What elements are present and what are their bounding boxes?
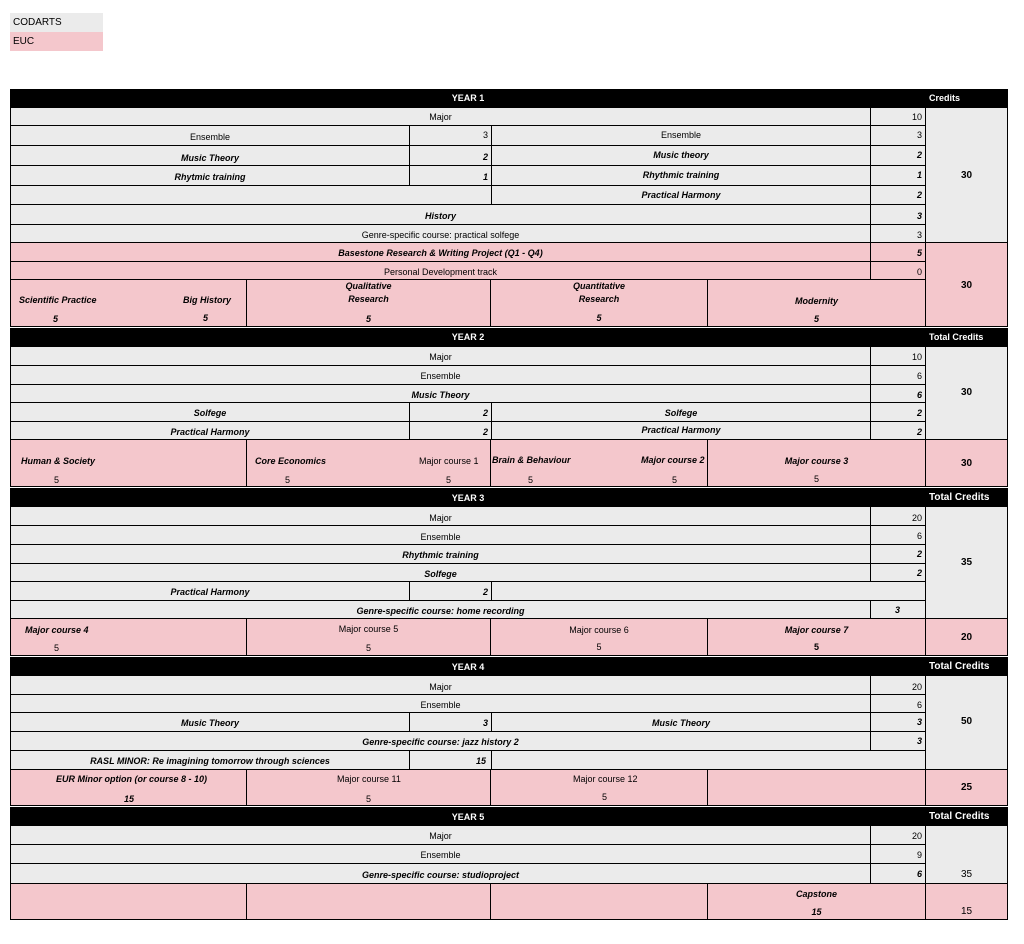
y1-basestone-credit-val: 5 (916, 248, 922, 258)
y4-eur-label: EUR Minor option (or course 8 - 10) (56, 774, 208, 784)
y1-course-quant (490, 279, 708, 327)
y3-harmony-credit (409, 581, 492, 601)
y2-harmony-label: Practical Harmony (170, 427, 250, 437)
y1-codarts-total (925, 107, 1008, 243)
y1-ensemble-credit-val: 3 (482, 130, 488, 140)
y3-genre-credit-val: 3 (895, 605, 901, 615)
y5-genre-credit (870, 863, 926, 884)
y5-ensemble-credit (870, 844, 926, 864)
y4-course-major12 (490, 769, 708, 806)
y1-ensemble (10, 125, 410, 146)
y3-euc-total-val: 20 (960, 632, 973, 643)
y4-major12-credit: 5 (602, 792, 608, 802)
y2-course-econ (246, 439, 491, 487)
year1-title: YEAR 1 (451, 93, 485, 103)
y5-codarts-total-val: 35 (960, 869, 973, 880)
y4-course-major11 (246, 769, 491, 806)
y4-theory-credit-val: 3 (482, 718, 488, 728)
y3-major-credit-val: 20 (911, 513, 922, 523)
y3-solfege-label: Solfege (424, 569, 457, 579)
y1-rhythm-r (491, 165, 871, 186)
year3-credits-header (925, 488, 1008, 507)
y1-theory-label: Music Theory (180, 153, 239, 163)
y3-major4-label: Major course 4 (25, 625, 89, 635)
y1-genre-label: Genre-specific course: practical solfege (361, 230, 520, 240)
year2-header (10, 328, 926, 346)
y1-ensemble-r-label: Ensemble (660, 130, 702, 140)
year1-header (10, 89, 926, 107)
y2-solfege-r-credit (870, 402, 926, 422)
y3-major6-credit: 5 (596, 642, 602, 652)
y3-course-major4 (10, 618, 247, 656)
year1-credits-label: Credits (929, 93, 961, 103)
y1-harmony-l (10, 185, 492, 205)
y5-course-empty-3 (490, 883, 708, 920)
y4-theory-r-credit (870, 712, 926, 732)
y1-genre-credit (870, 224, 926, 243)
y1-ensemble-credit (409, 125, 492, 146)
y3-codarts-total (925, 506, 1008, 619)
y3-major-credit (870, 506, 926, 526)
y4-rasl (10, 750, 410, 770)
y2-econ-label: Core Economics (255, 456, 327, 466)
legend-euc: EUC (10, 32, 103, 51)
y1-qual-label-2: Research (348, 294, 389, 304)
y1-codarts-total-val: 30 (960, 170, 973, 181)
y2-theory-label: Music Theory (411, 390, 470, 400)
y4-theory-r (491, 712, 871, 732)
y5-genre-label: Genre-specific course: studioproject (361, 870, 520, 880)
y1-quant-label-2: Research (578, 294, 620, 304)
y2-ensemble-credit (870, 365, 926, 385)
y1-quant-label-1: Quantitative (572, 281, 625, 291)
y1-harmony-r-credit (870, 185, 926, 205)
y4-rasl-r-empty (491, 750, 926, 770)
y4-rasl-label: RASL MINOR: Re imagining tomorrow through sciences (90, 756, 330, 766)
y2-major (10, 346, 871, 366)
y4-theory-r-label: Music Theory (651, 718, 710, 728)
y2-major-credit (870, 346, 926, 366)
y3-solfege (10, 563, 871, 582)
y4-major11-label: Major course 11 (337, 774, 401, 784)
y3-major-label: Major (429, 513, 452, 523)
y4-euc-total-val: 25 (960, 782, 973, 793)
y1-basestone-label: Basestone Research & Writing Project (Q1 - Q4) (338, 248, 543, 258)
y3-rhythm (10, 544, 871, 564)
y1-basestone-credit (870, 242, 926, 262)
y3-major7-credit: 5 (813, 642, 819, 652)
y3-major5-credit: 5 (365, 643, 371, 653)
y1-history-credit-val: 3 (916, 211, 922, 221)
y2-theory (10, 384, 871, 403)
y3-course-major5 (246, 618, 491, 656)
y4-theory-credit (409, 712, 492, 732)
y4-major12-label: Major course 12 (573, 774, 638, 784)
legend-codarts: CODARTS (10, 13, 103, 32)
y1-bighist-label: Big History (183, 295, 232, 305)
y1-course-modernity (707, 279, 926, 327)
y2-major3-label: Major course 3 (784, 456, 849, 466)
y2-harmony-r-label: Practical Harmony (641, 425, 721, 435)
y2-euc-total-val: 30 (960, 458, 973, 469)
y3-harmony-credit-val: 2 (482, 587, 488, 597)
y2-major1-credit: 5 (446, 475, 452, 485)
y1-theory (10, 145, 410, 166)
y4-genre (10, 731, 871, 751)
y2-major-credit-val: 10 (911, 352, 922, 362)
y4-theory (10, 712, 410, 732)
y5-major-label: Major (429, 831, 452, 841)
y2-solfege-credit-val: 2 (482, 408, 488, 418)
y1-quant-credit: 5 (596, 313, 602, 323)
year5-header (10, 807, 926, 826)
y1-rhythm-r-credit (870, 165, 926, 186)
y1-course-qual (246, 279, 491, 327)
y2-ensemble-credit-val: 6 (916, 371, 922, 381)
y2-solfege-label: Solfege (193, 408, 227, 418)
y3-course-major7 (707, 618, 926, 656)
y4-genre-credit (870, 731, 926, 751)
y4-ensemble-credit (870, 694, 926, 713)
y2-major1-label: Major course 1 (419, 456, 479, 466)
y1-euc-total (925, 242, 1008, 327)
y2-harmony-r (491, 421, 871, 440)
y5-major-credit-val: 20 (911, 831, 922, 841)
y2-course-major3 (707, 439, 926, 487)
y4-theory-r-credit-val: 3 (916, 717, 922, 727)
y4-major (10, 675, 871, 695)
y5-ensemble-credit-val: 9 (916, 850, 922, 860)
year2-credits-label: Total Credits (929, 332, 984, 342)
y1-theory-r-credit-val: 2 (916, 150, 922, 160)
y4-ensemble-label: Ensemble (420, 700, 461, 710)
year4-header (10, 657, 926, 676)
year3-header (10, 488, 926, 507)
year5-credits-label: Total Credits (929, 811, 990, 822)
y5-genre (10, 863, 871, 884)
y5-course-empty-1 (10, 883, 247, 920)
y3-harmony-label: Practical Harmony (170, 587, 250, 597)
y1-pd (10, 261, 871, 280)
y3-ensemble-label: Ensemble (420, 532, 461, 542)
y3-codarts-total-val: 35 (960, 557, 973, 568)
y4-ensemble-credit-val: 6 (916, 700, 922, 710)
year1-credits-header (925, 89, 1008, 107)
y1-ensemble-label: Ensemble (189, 132, 231, 142)
y3-genre-credit (870, 600, 926, 619)
y2-solfege-credit (409, 402, 492, 422)
y4-ensemble (10, 694, 871, 713)
y3-ensemble-credit (870, 525, 926, 545)
y2-codarts-total (925, 346, 1008, 440)
y4-codarts-total (925, 675, 1008, 770)
year4-credits-header (925, 657, 1008, 676)
y4-genre-credit-val: 3 (916, 736, 922, 746)
y1-rhythm (10, 165, 410, 186)
y1-sci-label: Scientific Practice (19, 295, 97, 305)
y1-harmony-r (491, 185, 871, 205)
y1-genre-credit-val: 3 (916, 230, 922, 240)
y1-major-credit-val: 10 (911, 112, 922, 122)
y1-theory-r (491, 145, 871, 166)
y2-solfege-r-label: Solfege (664, 408, 698, 418)
y3-major5-label: Major course 5 (338, 624, 399, 634)
y1-qual-credit: 5 (365, 314, 371, 324)
y2-theory-credit (870, 384, 926, 403)
y2-theory-credit-val: 6 (916, 390, 922, 400)
y2-solfege-r (491, 402, 871, 422)
y3-ensemble-credit-val: 6 (916, 531, 922, 541)
y2-human-credit: 5 (54, 475, 60, 485)
y3-rhythm-label: Rhythmic training (402, 550, 479, 560)
year2-title: YEAR 2 (451, 332, 485, 342)
y2-solfege (10, 402, 410, 422)
y5-major (10, 825, 871, 845)
y1-theory-credit (409, 145, 492, 166)
y4-genre-label: Genre-specific course: jazz history 2 (362, 737, 519, 747)
y5-euc-total (925, 883, 1008, 920)
y1-theory-credit-val: 2 (482, 152, 488, 162)
y1-major (10, 107, 871, 126)
y4-major-label: Major (429, 682, 452, 692)
y3-solfege-credit (870, 563, 926, 582)
y4-course-eur (10, 769, 247, 806)
y2-major3-credit: 5 (813, 474, 819, 484)
y1-harmony-r-credit-val: 2 (916, 190, 922, 200)
y1-harmony-r-label: Practical Harmony (641, 190, 721, 200)
y1-rhythm-credit-val: 1 (482, 172, 488, 182)
y1-theory-r-label: Music theory (653, 150, 709, 160)
y2-brain-credit: 5 (528, 475, 534, 485)
y2-course-human (10, 439, 247, 487)
y1-qual-label-1: Qualitative (345, 281, 392, 291)
y1-euc-total-val: 30 (960, 280, 973, 291)
year5-title: YEAR 5 (451, 812, 485, 822)
y4-theory-label: Music Theory (180, 718, 239, 728)
y2-major-label: Major (429, 352, 452, 362)
y1-genre (10, 224, 871, 243)
y5-ensemble (10, 844, 871, 864)
y5-major-credit (870, 825, 926, 845)
y3-major (10, 506, 871, 526)
y1-pd-credit-val: 0 (916, 267, 922, 277)
y2-euc-total (925, 439, 1008, 487)
y1-sci-credit: 5 (53, 314, 59, 324)
y3-rhythm-credit (870, 544, 926, 564)
y2-harmony (10, 421, 410, 440)
y1-basestone (10, 242, 871, 262)
y1-major-credit (870, 107, 926, 126)
y4-course-empty (707, 769, 926, 806)
y3-genre (10, 600, 871, 619)
y2-course-brain (490, 439, 708, 487)
y2-ensemble (10, 365, 871, 385)
y3-solfege-credit-val: 2 (916, 568, 922, 578)
y2-harmony-credit (409, 421, 492, 440)
y3-harmony (10, 581, 410, 601)
y4-major11-credit: 5 (366, 794, 372, 804)
y1-major-label: Major (429, 112, 452, 122)
y3-harmony-r-empty (491, 581, 926, 601)
y3-euc-total (925, 618, 1008, 656)
y1-rhythm-label: Rhytmic training (174, 172, 246, 182)
y1-modernity-credit: 5 (813, 314, 819, 324)
y4-eur-credit: 15 (124, 794, 135, 804)
y4-rasl-credit (409, 750, 492, 770)
y1-history (10, 204, 871, 225)
y4-euc-total (925, 769, 1008, 806)
y1-rhythm-r-label: Rhythmic training (642, 170, 720, 180)
year4-title: YEAR 4 (451, 662, 485, 672)
year4-credits-label: Total Credits (929, 661, 990, 672)
y2-solfege-r-credit-val: 2 (916, 408, 922, 418)
y3-ensemble (10, 525, 871, 545)
y1-pd-label: Personal Development track (383, 267, 498, 277)
y1-rhythm-r-credit-val: 1 (916, 170, 922, 180)
year3-title: YEAR 3 (451, 493, 485, 503)
y5-codarts-total (925, 825, 1008, 884)
y2-codarts-total-val: 30 (960, 387, 973, 398)
y3-major4-credit: 5 (54, 643, 60, 653)
y5-euc-total-val: 15 (960, 906, 973, 917)
year3-credits-label: Total Credits (929, 492, 990, 503)
y4-codarts-total-val: 50 (960, 716, 973, 727)
y3-course-major6 (490, 618, 708, 656)
y1-history-credit (870, 204, 926, 225)
y4-major-credit (870, 675, 926, 695)
y5-genre-credit-val: 6 (916, 869, 922, 879)
year2-credits-header (925, 328, 1008, 346)
y1-rhythm-credit (409, 165, 492, 186)
y5-course-capstone (707, 883, 926, 920)
y3-major7-label: Major course 7 (784, 625, 849, 635)
y3-major6-label: Major course 6 (569, 625, 629, 635)
year5-credits-header (925, 807, 1008, 826)
y2-ensemble-label: Ensemble (420, 371, 461, 381)
y1-bighist-credit: 5 (203, 313, 209, 323)
y1-course-sci (10, 279, 247, 327)
y1-history-label: History (424, 211, 456, 221)
y1-theory-r-credit (870, 145, 926, 166)
y2-harmony-credit-val: 2 (482, 427, 488, 437)
y2-econ-credit: 5 (285, 475, 291, 485)
y2-human-label: Human & Society (21, 456, 96, 466)
y4-major-credit-val: 20 (911, 682, 922, 692)
y2-major2-label: Major course 2 (641, 455, 705, 465)
y1-modernity-label: Modernity (794, 296, 838, 306)
y4-rasl-credit-val: 15 (476, 756, 487, 766)
y2-harmony-r-credit (870, 421, 926, 440)
y1-ensemble-r-credit-val: 3 (916, 130, 922, 140)
y5-course-empty-2 (246, 883, 491, 920)
y5-ensemble-label: Ensemble (420, 850, 461, 860)
y3-genre-label: Genre-specific course: home recording (356, 606, 525, 616)
y2-harmony-r-credit-val: 2 (916, 427, 922, 437)
y1-ensemble-r-credit (870, 125, 926, 146)
y5-capstone-credit: 15 (811, 907, 822, 917)
y2-major2-credit: 5 (672, 475, 678, 485)
y3-rhythm-credit-val: 2 (916, 549, 922, 559)
y2-brain-label: Brain & Behaviour (492, 455, 571, 465)
y1-pd-credit (870, 261, 926, 280)
y5-capstone-label: Capstone (795, 889, 837, 899)
y1-ensemble-r (491, 125, 871, 146)
